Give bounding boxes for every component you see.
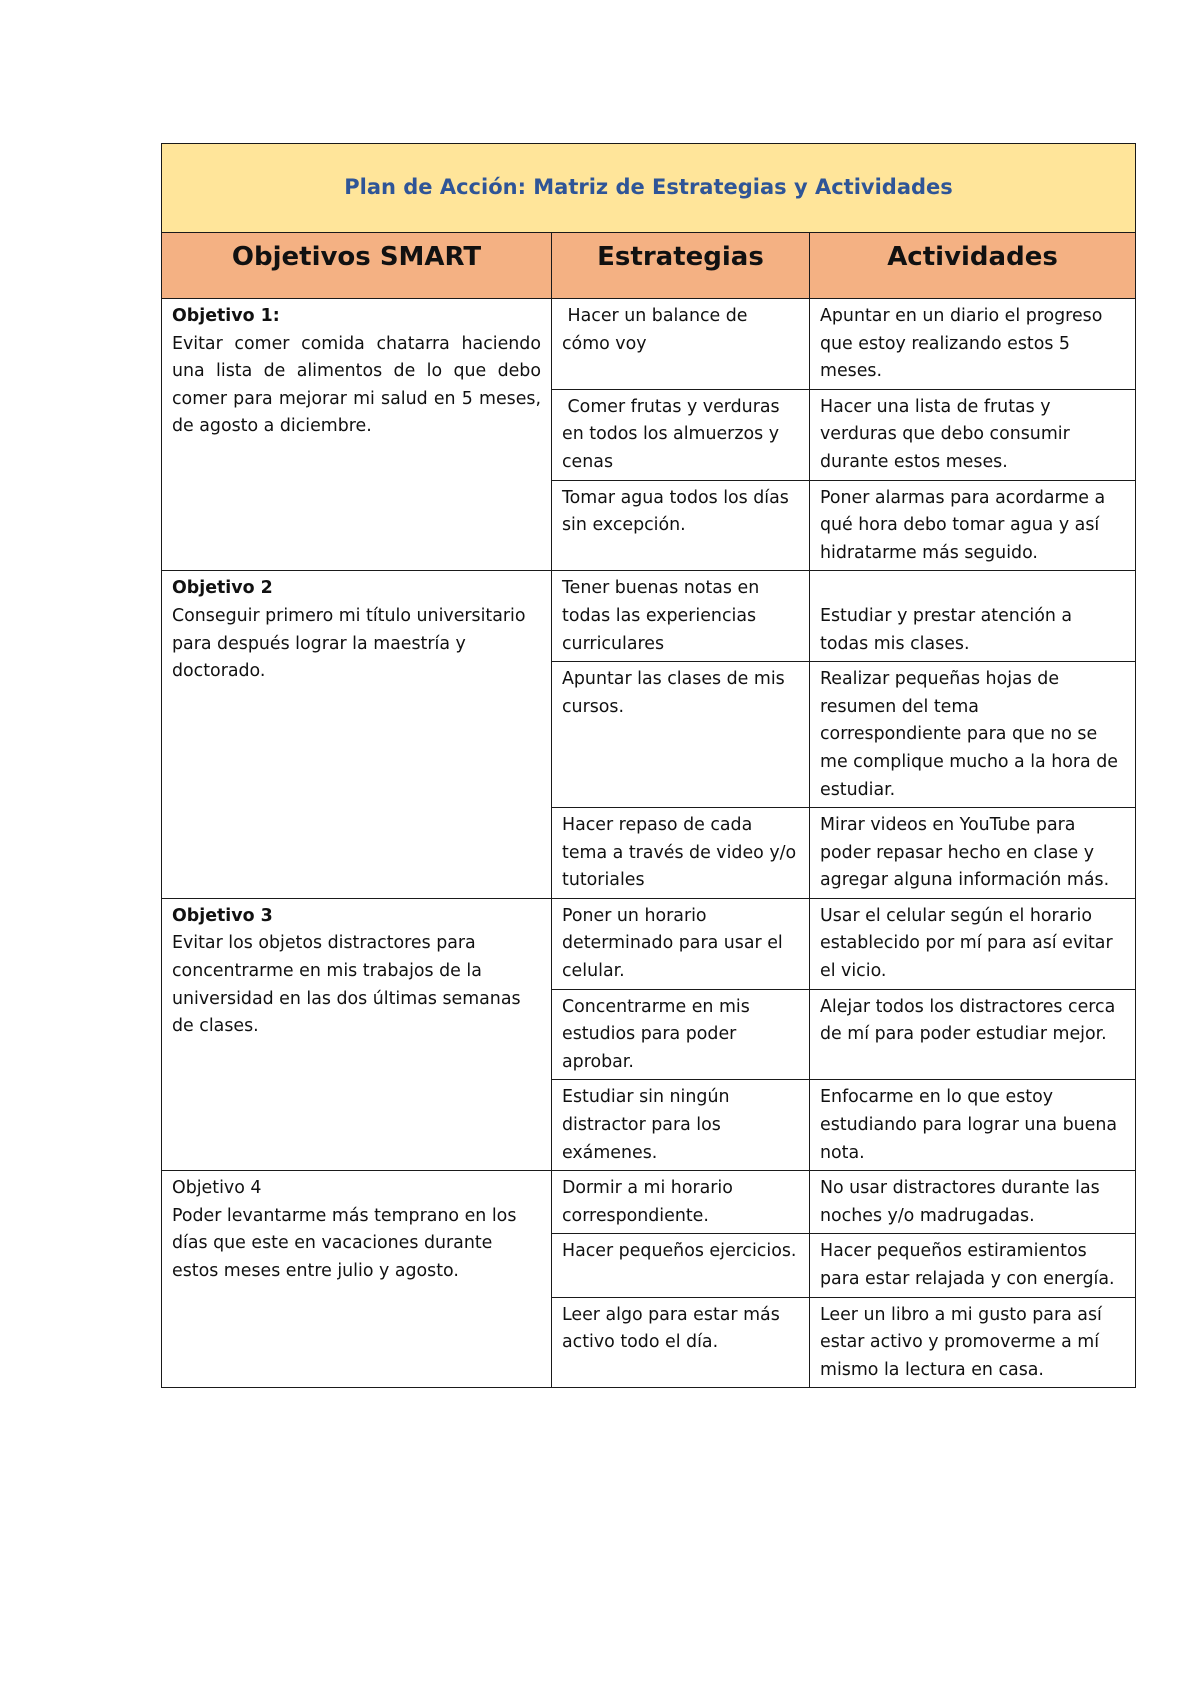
title-row — [162, 144, 1136, 233]
activity-cell: Leer un libro a mi gusto para así estar activo y promoverme a mí mismo la lectura en casa. — [810, 1297, 1136, 1388]
objective-text: Poder levantarme más temprano en los días que este en vacaciones durante estos meses entre julio y agosto. — [172, 1205, 517, 1281]
activity-cell: Poner alarmas para acordarme a qué hora debo tomar agua y así hidratarme más seguido. — [810, 480, 1136, 571]
objective-label: Objetivo 3 — [172, 905, 273, 926]
strategy-cell: Tomar agua todos los días sin excepción. — [552, 480, 810, 571]
table-row — [162, 571, 1136, 662]
strategy-cell: Tener buenas notas en todas las experiencias curriculares — [552, 571, 810, 662]
table-row — [162, 299, 1136, 390]
objective-cell-1 — [162, 299, 552, 571]
strategy-cell: Hacer repaso de cada tema a través de video y/o tutoriales — [552, 808, 810, 899]
activity-cell: Hacer una lista de frutas y verduras que debo consumir durante estos meses. — [810, 389, 1136, 480]
activity-cell: Apuntar en un diario el progreso que estoy realizando estos 5 meses. — [810, 299, 1136, 390]
objective-label: Objetivo 1: — [172, 306, 280, 326]
objective-text: Conseguir primero mi título universitario para después lograr la maestría y doctorado. — [172, 605, 526, 682]
table-title: Plan de Acción: Matriz de Estrategias y Actividades — [162, 144, 1136, 233]
strategy-cell: Poner un horario determinado para usar el celular. — [552, 898, 810, 989]
activity-cell: Hacer pequeños estiramientos para estar relajada y con energía. — [810, 1234, 1136, 1297]
strategy-cell: Estudiar sin ningún distractor para los exámenes. — [552, 1080, 810, 1171]
strategy-cell: Comer frutas y verduras en todos los almuerzos y cenas — [552, 389, 810, 480]
strategy-cell: Concentrarme en mis estudios para poder aprobar. — [552, 989, 810, 1080]
activity-cell: Alejar todos los distractores cerca de mí para poder estudiar mejor. — [810, 989, 1136, 1080]
header-strategies: Estrategias — [552, 233, 810, 299]
header-activities: Actividades — [810, 233, 1136, 299]
strategy-cell: Hacer pequeños ejercicios. — [552, 1234, 810, 1297]
activity-cell: Estudiar y prestar atención a todas mis clases. — [810, 571, 1136, 662]
objective-cell-2 — [162, 571, 552, 899]
activity-cell: No usar distractores durante las noches y/o madrugadas. — [810, 1171, 1136, 1234]
activity-cell: Mirar videos en YouTube para poder repasar hecho en clase y agregar alguna información más. — [810, 808, 1136, 899]
strategy-cell: Dormir a mi horario correspondiente. — [552, 1171, 810, 1234]
header-row — [162, 233, 1136, 299]
objective-label: Objetivo 2 — [172, 578, 273, 599]
strategy-cell: Apuntar las clases de mis cursos. — [552, 662, 810, 808]
strategy-cell: Leer algo para estar más activo todo el día. — [552, 1297, 810, 1388]
strategy-cell: Hacer un balance de cómo voy — [552, 299, 810, 390]
header-objectives: Objetivos SMART — [162, 233, 552, 299]
activity-cell: Realizar pequeñas hojas de resumen del tema correspondiente para que no se me complique mucho a la hora de estudiar. — [810, 662, 1136, 808]
table-row — [162, 1171, 1136, 1234]
table-row — [162, 898, 1136, 989]
objective-label: Objetivo 4 — [172, 1178, 262, 1199]
activity-cell: Usar el celular según el horario establecido por mí para así evitar el vicio. — [810, 898, 1136, 989]
action-plan-table — [161, 143, 1136, 1388]
activity-cell: Enfocarme en lo que estoy estudiando para lograr una buena nota. — [810, 1080, 1136, 1171]
objective-cell-3 — [162, 898, 552, 1170]
objective-text: Evitar comer comida chatarra haciendo una lista de alimentos de lo que debo comer para mejorar mi salud en 5 meses, de agosto a diciembre. — [172, 333, 541, 437]
objective-text: Evitar los objetos distractores para concentrarme en mis trabajos de la universidad en las dos últimas semanas de clases. — [172, 933, 521, 1037]
objective-cell-4 — [162, 1171, 552, 1388]
